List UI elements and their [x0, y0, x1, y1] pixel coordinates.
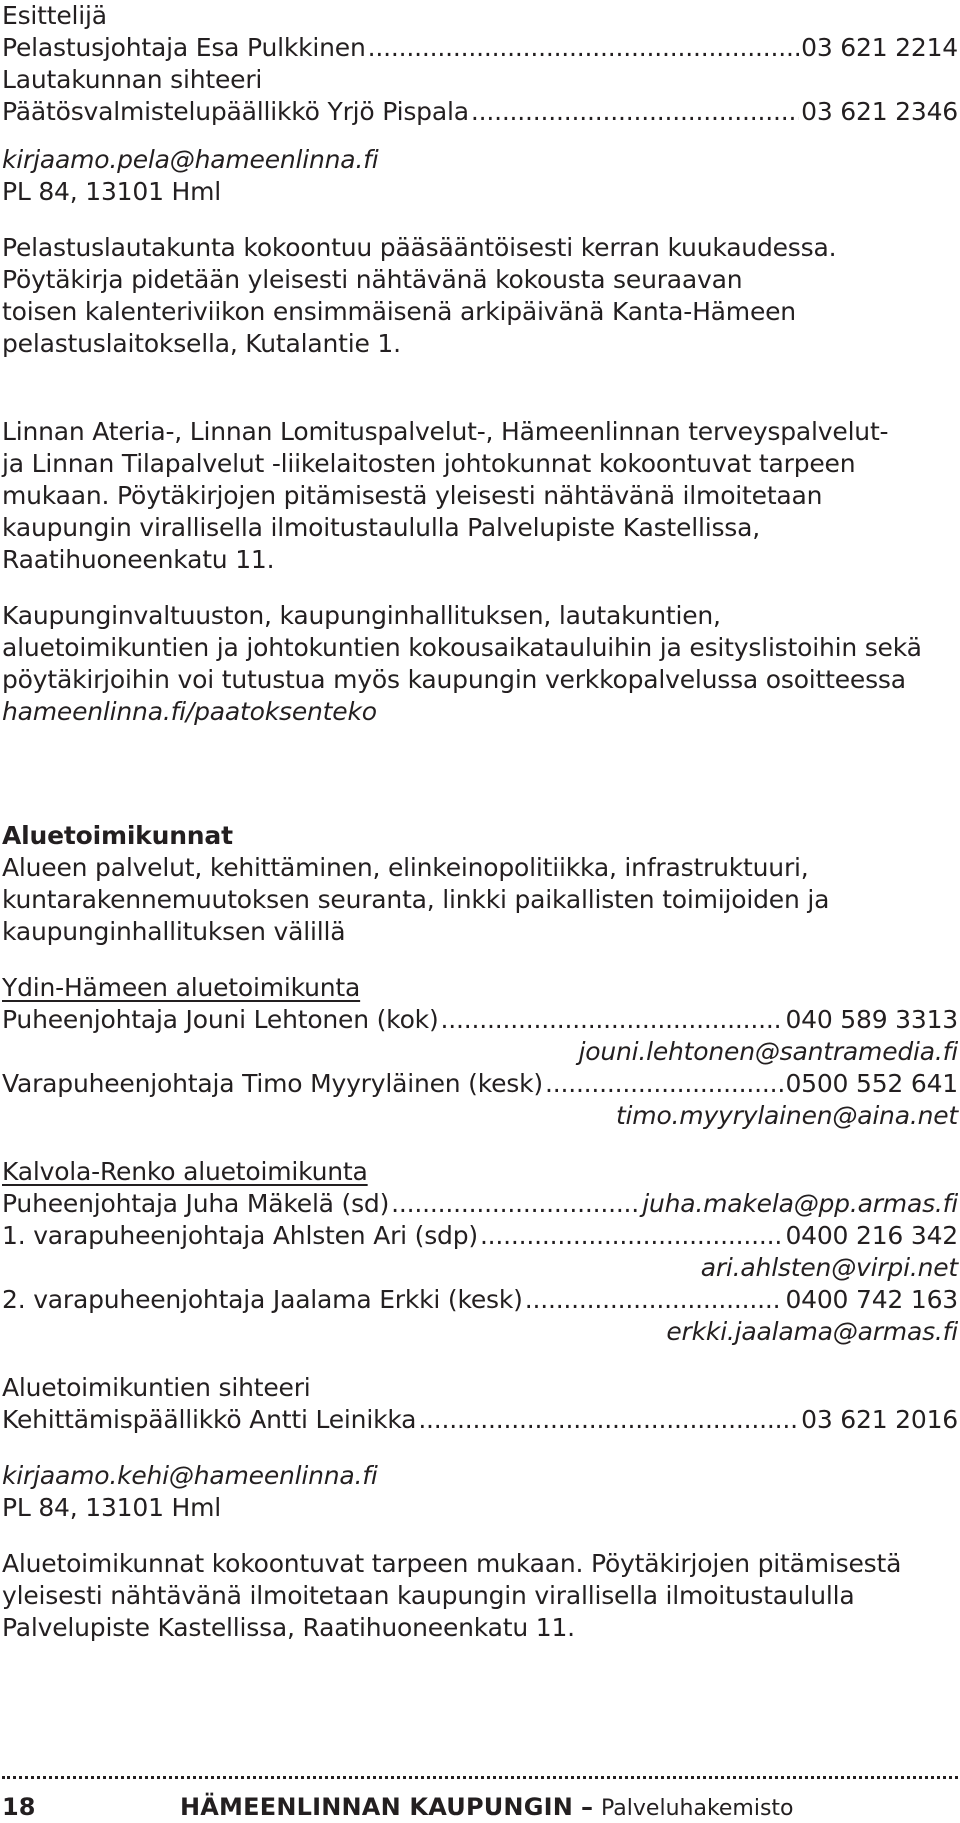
kalvola-vice1-label: 1. varapuheenjohtaja Ahlsten Ari (sdp): [2, 1221, 478, 1250]
paragraph-line: pelastuslaitoksella, Kutalantie 1.: [2, 329, 401, 358]
ydin-chair-label: Puheenjohtaja Jouni Lehtonen (kok): [2, 1005, 439, 1034]
paragraph-line: aluetoimikuntien ja johtokuntien kokousaikatauluihin ja esityslistoihin sekä: [2, 633, 922, 662]
kalvola-vice1-email[interactable]: ari.ahlsten@virpi.net: [700, 1253, 958, 1282]
paragraph-line: kuntarakennemuutoksen seuranta, linkki paikallisten toimijoiden ja: [2, 885, 830, 914]
kalvola-chair-row: [2, 1188, 958, 1220]
kalvola-vice2-email[interactable]: erkki.jaalama@armas.fi: [666, 1317, 958, 1346]
presenter-label: Pelastusjohtaja Esa Pulkkinen: [2, 33, 366, 62]
dot-leader: [480, 1220, 784, 1252]
dot-leader: [525, 1284, 784, 1316]
secretary-phone: 03 621 2346: [801, 97, 958, 126]
kalvola-title: Kalvola-Renko aluetoimikunta: [2, 1157, 368, 1186]
committee-secretary-label: Kehittämispäällikkö Antti Leinikka: [2, 1405, 417, 1434]
presenter-heading: Esittelijä: [2, 1, 107, 30]
footer-row: [2, 1793, 958, 1823]
kalvola-vice2-label: 2. varapuheenjohtaja Jaalama Erkki (kesk): [2, 1285, 523, 1314]
kalvola-vice2-phone: 0400 742 163: [785, 1285, 958, 1314]
kalvola-vice2-row: [2, 1284, 958, 1316]
paragraph-line: toisen kalenteriviikon ensimmäisenä arkipäivänä Kanta-Hämeen: [2, 297, 796, 326]
kalvola-chair-email[interactable]: juha.makela@pp.armas.fi: [642, 1189, 958, 1218]
board-email-link[interactable]: kirjaamo.pela@hameenlinna.fi: [2, 145, 379, 174]
paragraph-line: ja Linnan Tilapalvelut -liikelaitosten johtokunnat kokoontuvat tarpeen: [2, 449, 856, 478]
secretary-label: Päätösvalmistelupäällikkö Yrjö Pispala: [2, 97, 469, 126]
footer-dash: –: [581, 1793, 594, 1821]
ydin-chair-email[interactable]: jouni.lehtonen@santramedia.fi: [578, 1037, 958, 1066]
paragraph-line: yleisesti nähtävänä ilmoitetaan kaupungin virallisella ilmoitustaululla: [2, 1581, 855, 1610]
paragraph-line: Raatihuoneenkatu 11.: [2, 545, 275, 574]
dot-leader: [391, 1188, 640, 1220]
kalvola-chair-label: Puheenjohtaja Juha Mäkelä (sd): [2, 1189, 390, 1218]
ydin-vice-row: [2, 1068, 958, 1100]
committee-email-link[interactable]: kirjaamo.kehi@hameenlinna.fi: [2, 1461, 378, 1490]
kalvola-vice1-row: [2, 1220, 958, 1252]
committee-secretary-row: [2, 1404, 958, 1436]
footer-publication: Palveluhakemisto: [601, 1796, 794, 1821]
board-address: PL 84, 13101 Hml: [2, 177, 222, 206]
committee-secretary-heading: Aluetoimikuntien sihteeri: [2, 1373, 311, 1402]
page-footer: [2, 1776, 958, 1823]
ydin-title: Ydin-Hämeen aluetoimikunta: [2, 973, 361, 1002]
paragraph-line: pöytäkirjoihin voi tutustua myös kaupungin verkkopalvelussa osoitteessa: [2, 665, 906, 694]
committee-secretary-phone: 03 621 2016: [801, 1405, 958, 1434]
paragraph-line: Linnan Ateria-, Linnan Lomituspalvelut-, Hämeenlinnan terveyspalvelut-: [2, 417, 889, 446]
committee-address: PL 84, 13101 Hml: [2, 1493, 222, 1522]
section-heading: Aluetoimikunnat: [2, 821, 233, 850]
paragraph-line: Aluetoimikunnat kokoontuvat tarpeen mukaan. Pöytäkirjojen pitämisestä: [2, 1549, 902, 1578]
web-link[interactable]: hameenlinna.fi/paatoksenteko: [2, 697, 377, 726]
ydin-vice-email[interactable]: timo.myyrylainen@aina.net: [615, 1101, 958, 1130]
secretary-row: [2, 96, 958, 128]
dot-leader: [471, 96, 799, 128]
dot-leader: [545, 1068, 783, 1100]
paragraph-line: Alueen palvelut, kehittäminen, elinkeinopolitiikka, infrastruktuuri,: [2, 853, 809, 882]
paragraph-line: Palvelupiste Kastellissa, Raatihuoneenkatu 11.: [2, 1613, 575, 1642]
paragraph-line: mukaan. Pöytäkirjojen pitämisestä yleisesti nähtävänä ilmoitetaan: [2, 481, 823, 510]
paragraph-line: Kaupunginvaltuuston, kaupunginhallituksen, lautakuntien,: [2, 601, 721, 630]
page-content: [2, 0, 958, 1644]
ydin-chair-phone: 040 589 3313: [785, 1005, 958, 1034]
page-number: 18: [2, 1793, 36, 1821]
paragraph-line: Pelastuslautakunta kokoontuu pääsääntöisesti kerran kuukaudessa.: [2, 233, 837, 262]
paragraph-line: kaupungin virallisella ilmoitustaululla Palvelupiste Kastellissa,: [2, 513, 760, 542]
secretary-heading: Lautakunnan sihteeri: [2, 65, 263, 94]
dot-leader: [441, 1004, 784, 1036]
footer-dotted-rule: [2, 1776, 958, 1779]
ydin-chair-row: [2, 1004, 958, 1036]
presenter-row: [2, 32, 958, 64]
paragraph-line: Pöytäkirja pidetään yleisesti nähtävänä kokousta seuraavan: [2, 265, 743, 294]
kalvola-vice1-phone: 0400 216 342: [785, 1221, 958, 1250]
ydin-vice-phone: 0500 552 641: [785, 1069, 958, 1098]
presenter-phone: 03 621 2214: [801, 33, 958, 62]
dot-leader: [418, 1404, 799, 1436]
ydin-vice-label: Varapuheenjohtaja Timo Myyryläinen (kesk): [2, 1069, 543, 1098]
paragraph-line: kaupunginhallituksen välillä: [2, 917, 346, 946]
footer-city: HÄMEENLINNAN KAUPUNGIN: [180, 1793, 574, 1821]
dot-leader: [368, 32, 800, 64]
